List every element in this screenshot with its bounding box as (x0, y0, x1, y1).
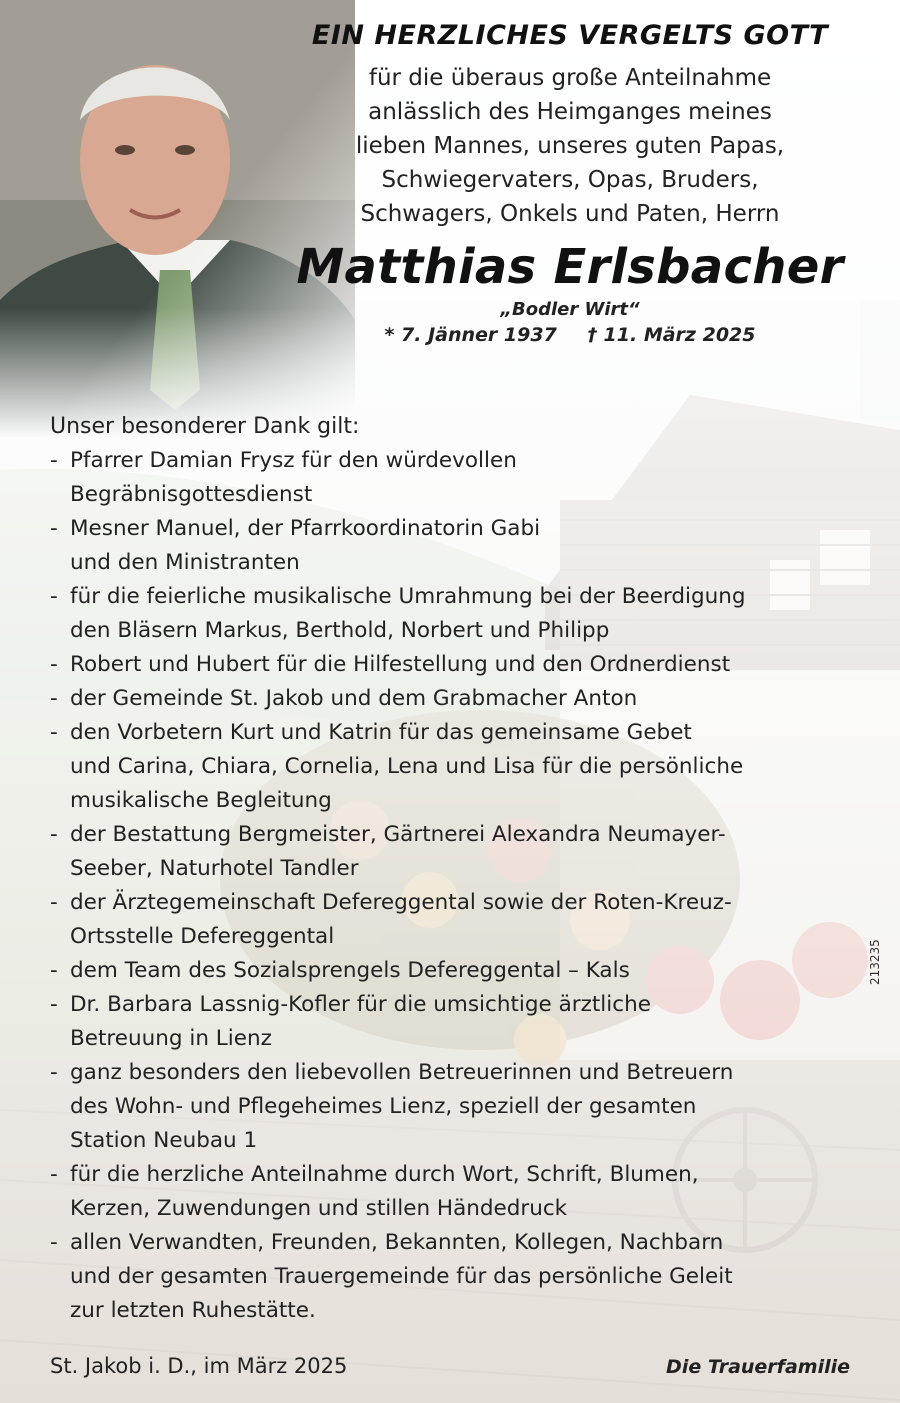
list-item: - für die herzliche Anteilnahme durch Wort, Schrift, Blumen, Kerzen, Zuwendungen und stillen Händedruck (50, 1158, 850, 1226)
list-item: - Dr. Barbara Lassnig-Kofler für die umsichtige ärztliche Betreuung in Lienz (50, 988, 850, 1056)
signature: Die Trauerfamilie (666, 1356, 850, 1378)
reference-number: 213235 (868, 939, 882, 985)
list-item: - den Vorbetern Kurt und Katrin für das gemeinsame Gebet und Carina, Chiara, Cornelia, Lena und Lisa für die persönliche musikalische Begleitung (50, 716, 850, 818)
thanks-list (50, 444, 850, 1328)
list-item: - der Gemeinde St. Jakob und dem Grabmacher Anton (50, 682, 850, 716)
deceased-name: Matthias Erlsbacher (296, 239, 844, 295)
list-item: - der Bestattung Bergmeister, Gärtnerei Alexandra Neumayer- Seeber, Naturhotel Tandler (50, 818, 850, 886)
list-item: - Pfarrer Damian Frysz für den würdevollen Begräbnisgottesdienst (50, 444, 850, 512)
thanks-heading: Unser besonderer Dank gilt: (50, 414, 360, 439)
life-dates (290, 324, 850, 346)
list-item: - für die feierliche musikalische Umrahmung bei der Beerdigung den Bläsern Markus, Berthold, Norbert und Philipp (50, 580, 850, 648)
list-item: - Mesner Manuel, der Pfarrkoordinatorin Gabi und den Ministranten (50, 512, 850, 580)
place-date: St. Jakob i. D., im März 2025 (50, 1354, 348, 1378)
death-date: † 11. März 2025 (587, 324, 756, 346)
list-item: - ganz besonders den liebevollen Betreuerinnen und Betreuern des Wohn- und Pflegeheimes Lienz, speziell der gesamten Station Neubau 1 (50, 1056, 850, 1158)
list-item: - allen Verwandten, Freunden, Bekannten, Kollegen, Nachbarn und der gesamten Trauergemeinde für das persönliche Geleit zur letzten Ruhestätte. (50, 1226, 850, 1328)
intro-text: für die überaus große Anteilnahme anlässlich des Heimganges meines lieben Mannes, unseres guten Papas, Schwiegervaters, Opas, Bruders, Schwagers, Onkels und Paten, Herrn (355, 65, 785, 227)
header-block (290, 20, 850, 346)
thanks-section (50, 410, 850, 1328)
list-item: - der Ärztegemeinschaft Defereggental sowie der Roten-Kreuz- Ortsstelle Defereggental (50, 886, 850, 954)
list-item: - dem Team des Sozialsprengels Defereggental – Kals (50, 954, 850, 988)
birth-date: * 7. Jänner 1937 (384, 324, 557, 346)
list-item: - Robert und Hubert für die Hilfestellung und den Ordnerdienst (50, 648, 850, 682)
nickname: „Bodler Wirt“ (500, 299, 640, 320)
notice-title: EIN HERZLICHES VERGELTS GOTT (311, 20, 829, 51)
